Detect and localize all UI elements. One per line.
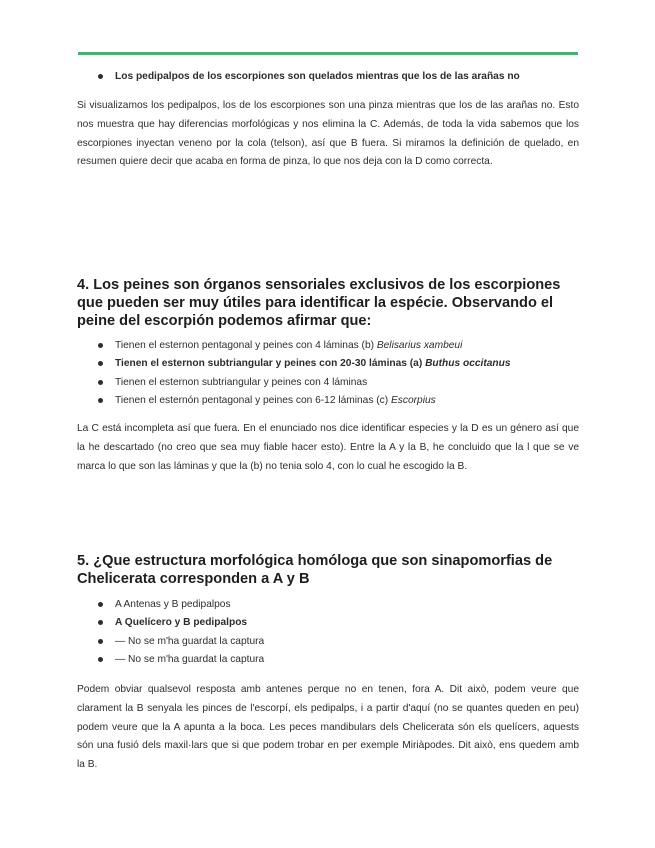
option-text: Tienen el esternon subtriangular y peines con 20-30 láminas (a) [115,358,426,370]
option-4-3 [77,374,579,392]
option-text: Tienen el esternon pentagonal y peines con 4 láminas (b) [115,340,377,351]
question-5-options [77,596,579,670]
option-text: Tienen el esternón pentagonal y peines con 6-12 láminas (c) [115,395,391,407]
option-4-4 [77,392,579,410]
option-5-4: — No se m'ha guardat la captura [77,651,579,669]
species-name: Buthus occitanus [425,358,511,370]
option-4-2 [77,355,579,373]
question-4-explanation: La C está incompleta así que fuera. En el enunciado nos dice identificar especies y la D es un género así que la he descartado (no creo que sea muy fiable hacer esto). Entre la A y la B, he concluido que la l que se ve marca lo que son las láminas y que la (b) no tenia solo 4, con lo cual he escogido la B. [77,423,579,472]
question-4-heading: 4. Los peines son órganos sensoriales exclusivos de los escorpiones que pueden ser muy útiles para identificar la espécie. Observando el peine del escorpión podemos afirmar que: [77,277,561,329]
question-5-heading: 5. ¿Que estructura morfológica homóloga que son sinapomorfias de Chelicerata corresponden a A y B [77,553,553,587]
section-divider [78,52,578,55]
question-4-options [77,337,579,411]
species-name: Escorpius [390,395,436,407]
option-text: Tienen el esternon subtriangular y peines con 4 láminas [115,376,368,388]
option-5-2: A Quelícero y B pedipalpos [77,614,579,632]
species-name: Belisarius xambeui [376,340,463,351]
top-bullet: Los pedipalpos de los escorpiones son quelados mientras que los de las arañas no [77,68,579,86]
question-5-explanation: Podem obviar qualsevol resposta amb antenes perque no en tenen, fora A. Dit això, podem veure que clarament la B senyala les pinces de l'escorpí, els pedipalps, i a partir d'aquí (no se quantes queden en peu) podem veure que la A apunta a la boca. Les peces mandibulars dels Chelicerata són els quelícers, aquests són una fusió dels maxil·lars que si que podem trobar en per exemple Miriàpodes. Dit això, ens quedem amb la B. [77,684,579,771]
top-bullet-list [77,68,579,86]
option-4-1 [77,337,579,355]
paragraph-pedipalps: Si visualizamos los pedipalpos, los de los escorpiones son una pinza mientras que los de las arañas no. Esto nos muestra que hay diferencias morfológicas y nos elimina la C. Además, de toda la vida sabemos que los escorpiones inyectan veneno por la cola (telson), así que B fuera. Si miramos la definición de quelado, en resumen quiere decir que acaba en forma de pinza, lo que nos deja con la D como correcta. [77,100,579,168]
option-5-3: — No se m'ha guardat la captura [77,633,579,651]
option-5-1: A Antenas y B pedipalpos [77,596,579,614]
